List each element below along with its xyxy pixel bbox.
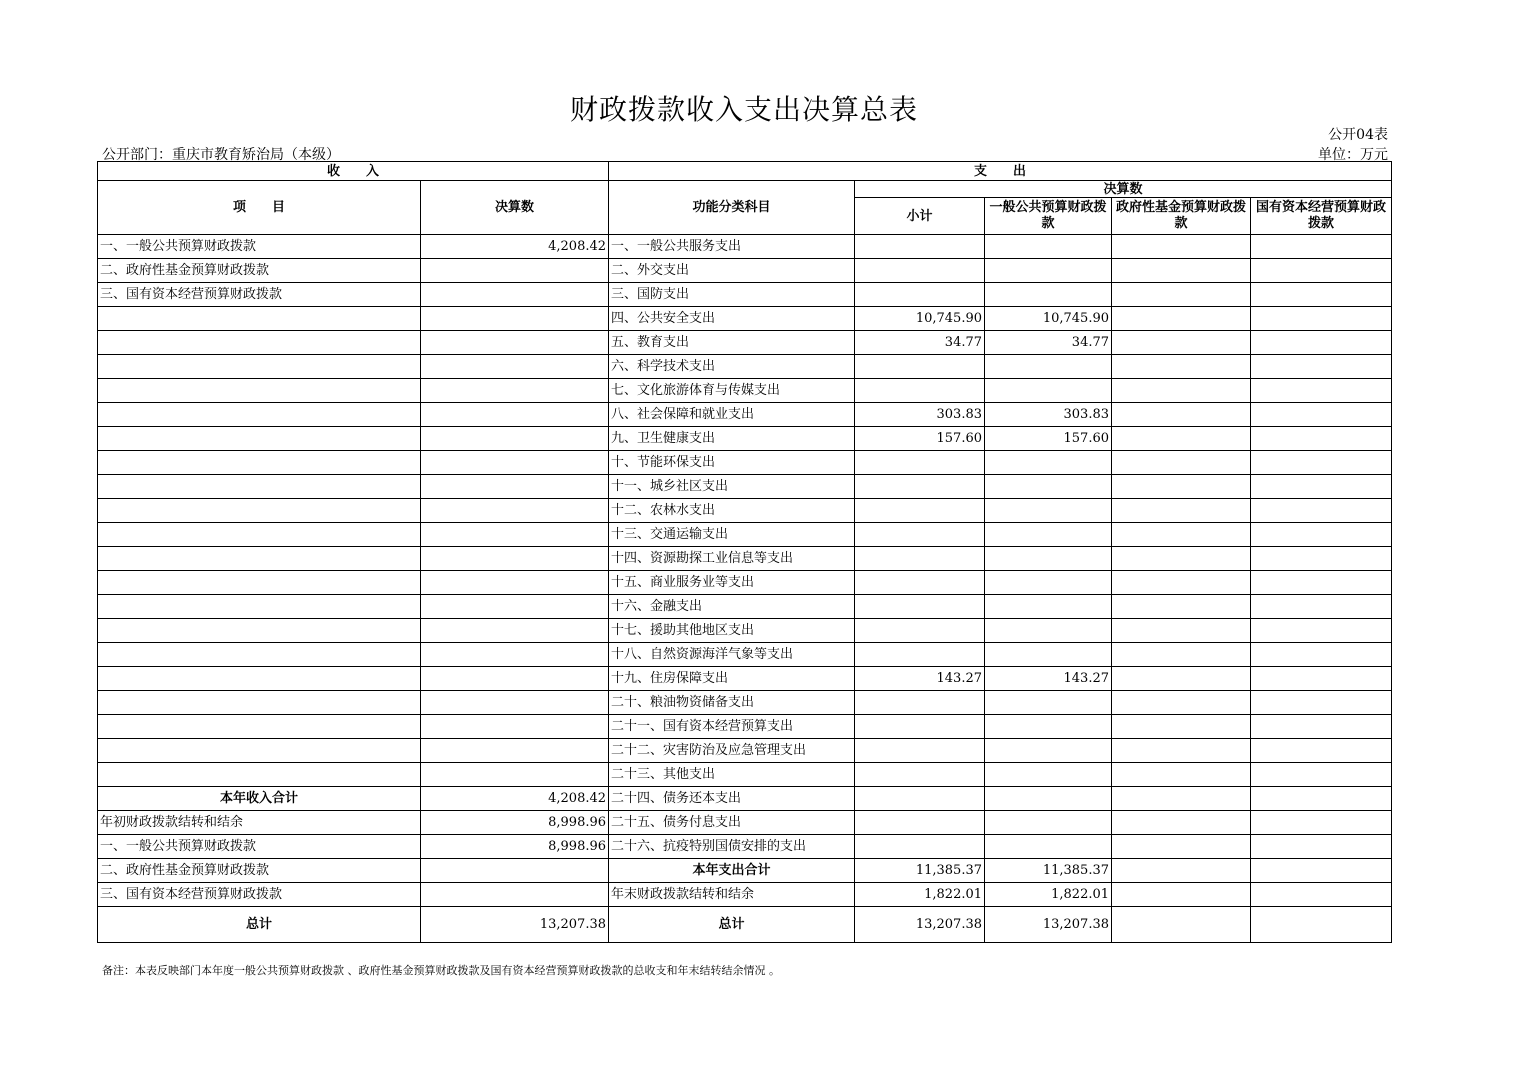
- general-budget-header: 一般公共预算财政拨款: [985, 198, 1112, 235]
- expense-gov-fund: [1112, 451, 1251, 475]
- expense-state-capital: [1251, 523, 1392, 547]
- income-amount: [421, 475, 609, 499]
- table-row: [98, 451, 1392, 475]
- income-amount: [421, 571, 609, 595]
- income-header: 收 入: [98, 162, 609, 181]
- expense-state-capital: [1251, 643, 1392, 667]
- expense-item: 七、文化旅游体育与传媒支出: [609, 379, 855, 403]
- income-amount: [421, 619, 609, 643]
- income-amount: [421, 403, 609, 427]
- expense-header: 支 出: [609, 162, 1392, 181]
- table-row: [98, 283, 1392, 307]
- expense-subtotal: 34.77: [855, 331, 985, 355]
- expense-gov-fund: [1112, 283, 1251, 307]
- subtotal-header: 小计: [855, 198, 985, 235]
- income-amount: [421, 859, 609, 883]
- expense-gov-fund: [1112, 643, 1251, 667]
- income-amount: [421, 595, 609, 619]
- income-amount: [421, 715, 609, 739]
- expense-gov-fund: [1112, 259, 1251, 283]
- income-amount: [421, 883, 609, 907]
- income-item: [98, 475, 421, 499]
- expense-general-budget: 11,385.37: [985, 859, 1112, 883]
- expense-subtotal: [855, 235, 985, 259]
- expense-gov-fund: [1112, 331, 1251, 355]
- table-row: [98, 427, 1392, 451]
- expense-state-capital: [1251, 739, 1392, 763]
- expense-item: 二十三、其他支出: [609, 763, 855, 787]
- total-row: [98, 907, 1392, 943]
- table-row: [98, 235, 1392, 259]
- table-row: [98, 307, 1392, 331]
- expense-general-budget: [985, 619, 1112, 643]
- table-row: [98, 667, 1392, 691]
- expense-subtotal: [855, 379, 985, 403]
- budget-table: [97, 161, 1392, 943]
- expense-gov-fund: [1112, 811, 1251, 835]
- expense-item: 二十二、灾害防治及应急管理支出: [609, 739, 855, 763]
- expense-general-budget: [985, 499, 1112, 523]
- expense-gov-fund: [1112, 691, 1251, 715]
- income-item: [98, 403, 421, 427]
- income-amount: 8,998.96: [421, 811, 609, 835]
- income-item: [98, 571, 421, 595]
- expense-state-capital: [1251, 403, 1392, 427]
- income-item: [98, 595, 421, 619]
- income-amount: [421, 643, 609, 667]
- income-amount: [421, 547, 609, 571]
- table-row: [98, 403, 1392, 427]
- expense-general-budget: [985, 763, 1112, 787]
- expense-general-budget: 143.27: [985, 667, 1112, 691]
- expense-item: 六、科学技术支出: [609, 355, 855, 379]
- income-amount: [421, 451, 609, 475]
- income-item: 年初财政拨款结转和结余: [98, 811, 421, 835]
- table-row: [98, 835, 1392, 859]
- income-item: [98, 691, 421, 715]
- income-amount: [421, 499, 609, 523]
- expense-subtotal: [855, 739, 985, 763]
- expense-item: 二十五、债务付息支出: [609, 811, 855, 835]
- expense-state-capital: [1251, 499, 1392, 523]
- income-item: [98, 715, 421, 739]
- expense-general-budget: [985, 355, 1112, 379]
- expense-item: 十四、资源勘探工业信息等支出: [609, 547, 855, 571]
- expense-gov-fund: [1112, 619, 1251, 643]
- table-row: [98, 715, 1392, 739]
- expense-general-budget: [985, 739, 1112, 763]
- expense-total-subtotal: 13,207.38: [855, 907, 985, 943]
- income-item: [98, 667, 421, 691]
- income-item: [98, 451, 421, 475]
- expense-subtotal: [855, 259, 985, 283]
- expense-general-budget: [985, 547, 1112, 571]
- form-number: 公开04表: [1328, 127, 1388, 143]
- table-row: [98, 355, 1392, 379]
- expense-subtotal: [855, 355, 985, 379]
- expense-gov-fund: [1112, 403, 1251, 427]
- expense-general-budget: [985, 379, 1112, 403]
- table-row: [98, 259, 1392, 283]
- final-amount-header: 决算数: [855, 181, 1392, 198]
- expense-subtotal: [855, 451, 985, 475]
- income-amount: [421, 739, 609, 763]
- expense-state-capital: [1251, 859, 1392, 883]
- expense-item: 年末财政拨款结转和结余: [609, 883, 855, 907]
- income-item: 三、国有资本经营预算财政拨款: [98, 883, 421, 907]
- expense-gov-fund: [1112, 427, 1251, 451]
- expense-subtotal: [855, 643, 985, 667]
- expense-item: 三、国防支出: [609, 283, 855, 307]
- income-total-amount: 13,207.38: [421, 907, 609, 943]
- expense-subtotal: 157.60: [855, 427, 985, 451]
- table-row: [98, 739, 1392, 763]
- income-amount: [421, 763, 609, 787]
- income-amount: [421, 283, 609, 307]
- income-item: [98, 307, 421, 331]
- expense-subtotal: [855, 499, 985, 523]
- expense-general-budget: 1,822.01: [985, 883, 1112, 907]
- expense-general-budget: 10,745.90: [985, 307, 1112, 331]
- expense-gov-fund: [1112, 787, 1251, 811]
- expense-state-capital: [1251, 283, 1392, 307]
- expense-gov-fund: [1112, 835, 1251, 859]
- expense-item: 一、一般公共服务支出: [609, 235, 855, 259]
- item-header: 项 目: [98, 181, 421, 235]
- expense-state-capital: [1251, 259, 1392, 283]
- income-item: [98, 331, 421, 355]
- state-capital-header: 国有资本经营预算财政拨款: [1251, 198, 1392, 235]
- expense-general-budget: [985, 811, 1112, 835]
- income-item: [98, 619, 421, 643]
- expense-general-budget: [985, 595, 1112, 619]
- expense-gov-fund: [1112, 595, 1251, 619]
- function-category-header: 功能分类科目: [609, 181, 855, 235]
- expense-item: 十三、交通运输支出: [609, 523, 855, 547]
- expense-state-capital: [1251, 307, 1392, 331]
- expense-item: 五、教育支出: [609, 331, 855, 355]
- expense-item: 二十一、国有资本经营预算支出: [609, 715, 855, 739]
- expense-subtotal: 1,822.01: [855, 883, 985, 907]
- income-amount: 4,208.42: [421, 787, 609, 811]
- expense-item: 十一、城乡社区支出: [609, 475, 855, 499]
- income-total-label: 总计: [98, 907, 421, 943]
- expense-state-capital: [1251, 571, 1392, 595]
- expense-general-budget: [985, 259, 1112, 283]
- expense-item: 十七、援助其他地区支出: [609, 619, 855, 643]
- expense-state-capital: [1251, 235, 1392, 259]
- expense-state-capital: [1251, 451, 1392, 475]
- expense-total-label: 总计: [609, 907, 855, 943]
- table-row: [98, 571, 1392, 595]
- expense-general-budget: [985, 835, 1112, 859]
- expense-gov-fund: [1112, 499, 1251, 523]
- expense-subtotal: [855, 283, 985, 307]
- income-amount: [421, 427, 609, 451]
- expense-state-capital: [1251, 691, 1392, 715]
- amount-header: 决算数: [421, 181, 609, 235]
- expense-state-capital: [1251, 787, 1392, 811]
- income-amount: [421, 259, 609, 283]
- expense-general-budget: [985, 787, 1112, 811]
- income-amount: [421, 379, 609, 403]
- expense-subtotal: 11,385.37: [855, 859, 985, 883]
- expense-state-capital: [1251, 355, 1392, 379]
- expense-general-budget: [985, 235, 1112, 259]
- expense-item: 二十六、抗疫特别国债安排的支出: [609, 835, 855, 859]
- expense-subtotal: [855, 619, 985, 643]
- expense-general-budget: [985, 715, 1112, 739]
- income-amount: [421, 667, 609, 691]
- table-row: [98, 787, 1392, 811]
- table-row: [98, 691, 1392, 715]
- income-amount: [421, 307, 609, 331]
- table-row: [98, 763, 1392, 787]
- income-amount: [421, 355, 609, 379]
- table-row: [98, 595, 1392, 619]
- page-title: 财政拨款收入支出决算总表: [569, 93, 918, 126]
- expense-subtotal: [855, 835, 985, 859]
- expense-general-budget: [985, 691, 1112, 715]
- expense-gov-fund: [1112, 667, 1251, 691]
- expense-subtotal: [855, 691, 985, 715]
- expense-item: 十八、自然资源海洋气象等支出: [609, 643, 855, 667]
- expense-state-capital: [1251, 331, 1392, 355]
- table-row: [98, 547, 1392, 571]
- expense-general-budget: 303.83: [985, 403, 1112, 427]
- expense-item: 二、外交支出: [609, 259, 855, 283]
- expense-gov-fund: [1112, 235, 1251, 259]
- expense-state-capital: [1251, 595, 1392, 619]
- expense-state-capital: [1251, 667, 1392, 691]
- table-row: [98, 811, 1392, 835]
- income-amount: 8,998.96: [421, 835, 609, 859]
- expense-general-budget: [985, 571, 1112, 595]
- table-row: [98, 379, 1392, 403]
- expense-subtotal: [855, 811, 985, 835]
- expense-subtotal: [855, 787, 985, 811]
- expense-general-budget: 157.60: [985, 427, 1112, 451]
- expense-item: 十二、农林水支出: [609, 499, 855, 523]
- income-amount: [421, 691, 609, 715]
- expense-gov-fund: [1112, 715, 1251, 739]
- income-amount: [421, 331, 609, 355]
- expense-subtotal: [855, 547, 985, 571]
- income-item: [98, 643, 421, 667]
- income-item: [98, 739, 421, 763]
- expense-subtotal: 143.27: [855, 667, 985, 691]
- expense-state-capital: [1251, 547, 1392, 571]
- table-row: [98, 883, 1392, 907]
- expense-item: 本年支出合计: [609, 859, 855, 883]
- income-item: [98, 355, 421, 379]
- income-item: [98, 379, 421, 403]
- table-row: [98, 331, 1392, 355]
- expense-item: 四、公共安全支出: [609, 307, 855, 331]
- income-item: [98, 427, 421, 451]
- expense-total-capital: [1251, 907, 1392, 943]
- table-row: [98, 499, 1392, 523]
- expense-gov-fund: [1112, 547, 1251, 571]
- income-item: 本年收入合计: [98, 787, 421, 811]
- expense-state-capital: [1251, 619, 1392, 643]
- expense-subtotal: [855, 523, 985, 547]
- expense-subtotal: [855, 475, 985, 499]
- income-item: 一、一般公共预算财政拨款: [98, 235, 421, 259]
- expense-state-capital: [1251, 715, 1392, 739]
- expense-item: 二十四、债务还本支出: [609, 787, 855, 811]
- expense-subtotal: 303.83: [855, 403, 985, 427]
- expense-total-fund: [1112, 907, 1251, 943]
- expense-total-general: 13,207.38: [985, 907, 1112, 943]
- income-item: [98, 523, 421, 547]
- expense-general-budget: [985, 523, 1112, 547]
- expense-item: 九、卫生健康支出: [609, 427, 855, 451]
- expense-state-capital: [1251, 835, 1392, 859]
- expense-gov-fund: [1112, 763, 1251, 787]
- expense-item: 八、社会保障和就业支出: [609, 403, 855, 427]
- income-item: 三、国有资本经营预算财政拨款: [98, 283, 421, 307]
- expense-item: 二十、粮油物资储备支出: [609, 691, 855, 715]
- income-item: [98, 499, 421, 523]
- expense-state-capital: [1251, 379, 1392, 403]
- income-item: [98, 763, 421, 787]
- expense-gov-fund: [1112, 883, 1251, 907]
- expense-gov-fund: [1112, 355, 1251, 379]
- expense-item: 十、节能环保支出: [609, 451, 855, 475]
- expense-general-budget: 34.77: [985, 331, 1112, 355]
- expense-general-budget: [985, 643, 1112, 667]
- expense-general-budget: [985, 451, 1112, 475]
- expense-item: 十九、住房保障支出: [609, 667, 855, 691]
- table-row: [98, 619, 1392, 643]
- income-item: 二、政府性基金预算财政拨款: [98, 859, 421, 883]
- expense-subtotal: 10,745.90: [855, 307, 985, 331]
- gov-fund-header: 政府性基金预算财政拨款: [1112, 198, 1251, 235]
- expense-subtotal: [855, 595, 985, 619]
- expense-gov-fund: [1112, 571, 1251, 595]
- table-row: [98, 523, 1392, 547]
- expense-general-budget: [985, 283, 1112, 307]
- income-amount: 4,208.42: [421, 235, 609, 259]
- expense-subtotal: [855, 571, 985, 595]
- table-row: [98, 643, 1392, 667]
- table-row: [98, 859, 1392, 883]
- expense-subtotal: [855, 763, 985, 787]
- expense-gov-fund: [1112, 307, 1251, 331]
- income-item: 二、政府性基金预算财政拨款: [98, 259, 421, 283]
- table-row: [98, 475, 1392, 499]
- department-label: 公开部门：重庆市教育矫治局（本级）: [102, 147, 340, 163]
- expense-gov-fund: [1112, 475, 1251, 499]
- expense-gov-fund: [1112, 859, 1251, 883]
- expense-state-capital: [1251, 883, 1392, 907]
- expense-gov-fund: [1112, 739, 1251, 763]
- expense-subtotal: [855, 715, 985, 739]
- expense-gov-fund: [1112, 379, 1251, 403]
- expense-state-capital: [1251, 427, 1392, 451]
- expense-state-capital: [1251, 475, 1392, 499]
- income-amount: [421, 523, 609, 547]
- income-item: 一、一般公共预算财政拨款: [98, 835, 421, 859]
- footnote: 备注：本表反映部门本年度一般公共预算财政拨款 、政府性基金预算财政拨款及国有资本经营预算财政拨款的总收支和年末结转结余情况 。: [102, 964, 780, 977]
- expense-item: 十五、商业服务业等支出: [609, 571, 855, 595]
- expense-gov-fund: [1112, 523, 1251, 547]
- expense-general-budget: [985, 475, 1112, 499]
- income-item: [98, 547, 421, 571]
- expense-state-capital: [1251, 811, 1392, 835]
- expense-item: 十六、金融支出: [609, 595, 855, 619]
- expense-state-capital: [1251, 763, 1392, 787]
- unit-label: 单位：万元: [1318, 147, 1388, 163]
